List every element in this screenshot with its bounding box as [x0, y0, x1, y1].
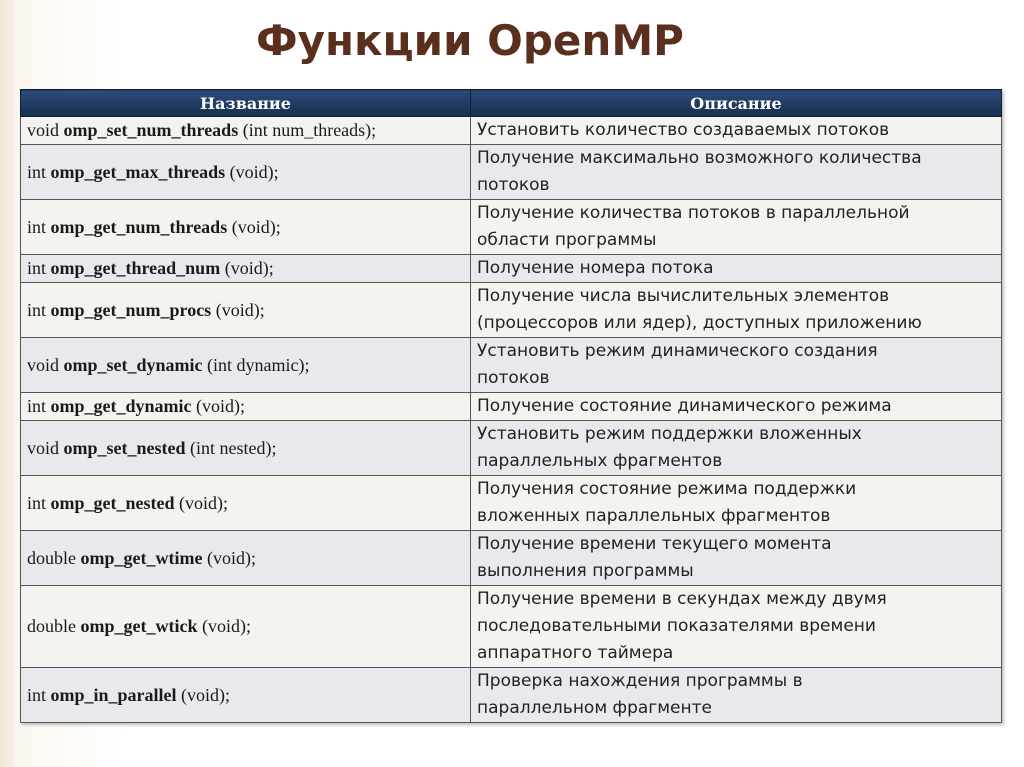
functions-table: [20, 89, 1002, 723]
table-row: [21, 586, 1002, 668]
function-signature: int omp_get_num_threads (void);: [21, 200, 471, 255]
function-signature: void omp_set_dynamic (int dynamic);: [21, 338, 471, 393]
function-name: omp_get_thread_num: [50, 258, 221, 278]
table-row: [21, 283, 1002, 338]
function-description: Получение состояние динамического режима: [471, 393, 1002, 421]
function-description: Получение максимально возможного количества потоков: [471, 145, 1002, 200]
function-description: Получение количества потоков в параллельной области программы: [471, 200, 1002, 255]
function-name: omp_get_dynamic: [50, 396, 192, 416]
function-description: Получение числа вычислительных элементов (процессоров или ядер), доступных приложению: [471, 283, 1002, 338]
decorative-stripe: [0, 0, 14, 767]
function-name: omp_set_num_threads: [63, 120, 239, 140]
function-description: Получения состояние режима поддержки вложенных параллельных фрагментов: [471, 476, 1002, 531]
column-header-name: Название: [21, 90, 471, 117]
table-row: [21, 476, 1002, 531]
function-signature: int omp_get_dynamic (void);: [21, 393, 471, 421]
function-description: Установить количество создаваемых потоков: [471, 117, 1002, 145]
function-signature: int omp_get_thread_num (void);: [21, 255, 471, 283]
table-row: [21, 531, 1002, 586]
function-name: omp_get_num_threads: [50, 216, 228, 237]
function-name: omp_get_wtime: [80, 547, 203, 568]
function-description: Получение номера потока: [471, 255, 1002, 283]
function-name: omp_set_nested: [63, 437, 186, 458]
table-row: [21, 338, 1002, 393]
table-row: [21, 421, 1002, 476]
table-header-row: [21, 90, 1002, 117]
table-row: [21, 200, 1002, 255]
function-name: omp_set_dynamic: [63, 354, 203, 375]
function-signature: int omp_get_max_threads (void);: [21, 145, 471, 200]
function-signature: double omp_get_wtick (void);: [21, 586, 471, 668]
function-signature: void omp_set_num_threads (int num_threads);: [21, 117, 471, 145]
function-description: Установить режим динамического создания потоков: [471, 338, 1002, 393]
function-signature: int omp_get_num_procs (void);: [21, 283, 471, 338]
table-row: [21, 255, 1002, 283]
function-description: Получение времени в секундах между двумя последовательными показателями времени аппаратного таймера: [471, 586, 1002, 668]
function-name: omp_get_nested: [50, 492, 175, 513]
function-description: Проверка нахождения программы в параллельном фрагменте: [471, 668, 1002, 723]
function-name: omp_get_max_threads: [50, 161, 226, 182]
table-row: [21, 117, 1002, 145]
function-name: omp_get_wtick: [80, 616, 198, 636]
function-signature: int omp_get_nested (void);: [21, 476, 471, 531]
function-description: Получение времени текущего момента выполнения программы: [471, 531, 1002, 586]
function-signature: double omp_get_wtime (void);: [21, 531, 471, 586]
function-signature: int omp_in_parallel (void);: [21, 668, 471, 723]
function-signature: void omp_set_nested (int nested);: [21, 421, 471, 476]
function-name: omp_in_parallel: [50, 684, 177, 705]
table-row: [21, 145, 1002, 200]
column-header-description: Описание: [471, 90, 1002, 117]
slide-title: Функции OpenMP: [256, 16, 684, 65]
function-description: Установить режим поддержки вложенных параллельных фрагментов: [471, 421, 1002, 476]
table-row: [21, 668, 1002, 723]
function-name: omp_get_num_procs: [50, 299, 212, 320]
table-row: [21, 393, 1002, 421]
